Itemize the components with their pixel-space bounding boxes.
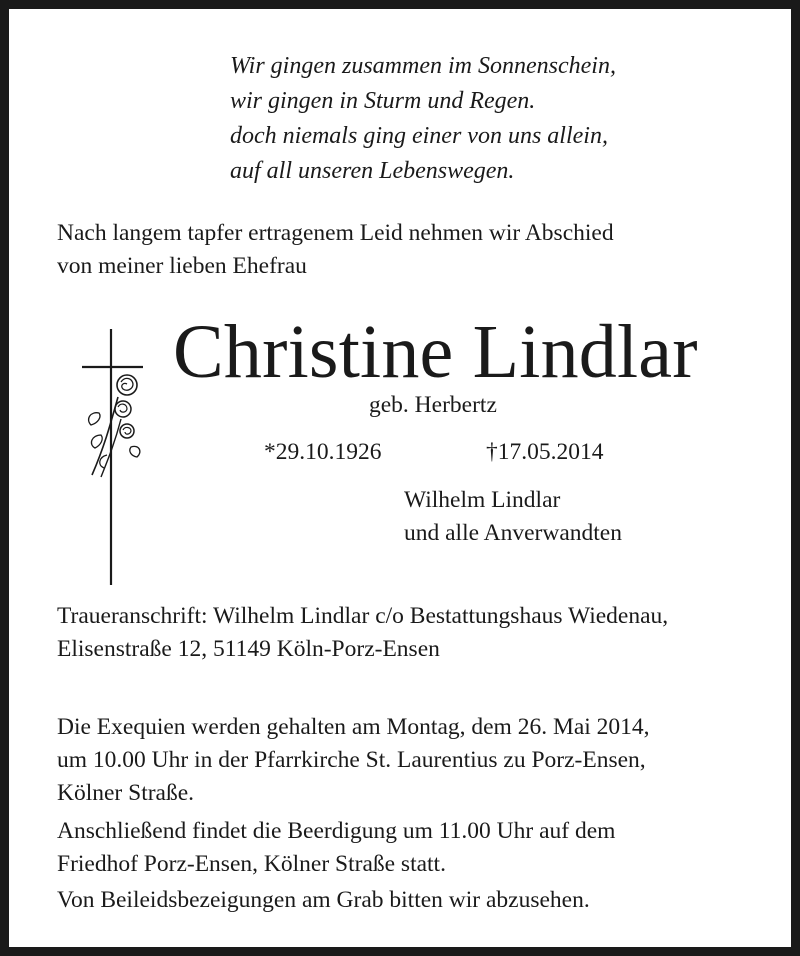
burial-line: Anschließend findet die Beerdigung um 11.00 Uhr auf dem [57,818,616,844]
intro-line: von meiner lieben Ehefrau [57,253,307,279]
condolences-note: Von Beileidsbezeigungen am Grab bitten wir abzusehen. [57,887,590,913]
intro-text [57,217,614,283]
exequies-info [57,711,650,810]
mourning-address [57,600,668,666]
address-line: Traueranschrift: Wilhelm Lindlar c/o Bestattungshaus Wiedenau, [57,603,669,629]
birth-date: *29.10.1926 [264,439,382,465]
deceased-name: Christine Lindlar [173,310,698,394]
poem-line: Wir gingen zusammen im Sonnenschein, [230,53,616,79]
poem-line: auf all unseren Lebenswegen. [230,158,515,184]
mourner-line: und alle Anverwandten [404,520,622,546]
intro-line: Nach langem tapfer ertragenem Leid nehmen wir Abschied [57,220,614,246]
burial-info [57,815,615,881]
exequies-line: Kölner Straße. [57,780,195,806]
poem-line: doch niemals ging einer von uns allein, [230,123,608,149]
cross-with-rose-icon [71,327,151,589]
address-line: Elisenstraße 12, 51149 Köln-Porz-Ensen [57,636,440,662]
poem-line: wir gingen in Sturm und Regen. [230,88,536,114]
death-date: †17.05.2014 [486,439,604,465]
mourners [404,484,622,550]
mourner-line: Wilhelm Lindlar [404,487,561,513]
exequies-line: um 10.00 Uhr in der Pfarrkirche St. Laurentius zu Porz-Ensen, [57,747,646,773]
exequies-line: Die Exequien werden gehalten am Montag, dem 26. Mai 2014, [57,714,650,740]
poem-verse [230,49,616,189]
burial-line: Friedhof Porz-Ensen, Kölner Straße statt. [57,851,446,877]
maiden-name: geb. Herbertz [369,392,497,418]
